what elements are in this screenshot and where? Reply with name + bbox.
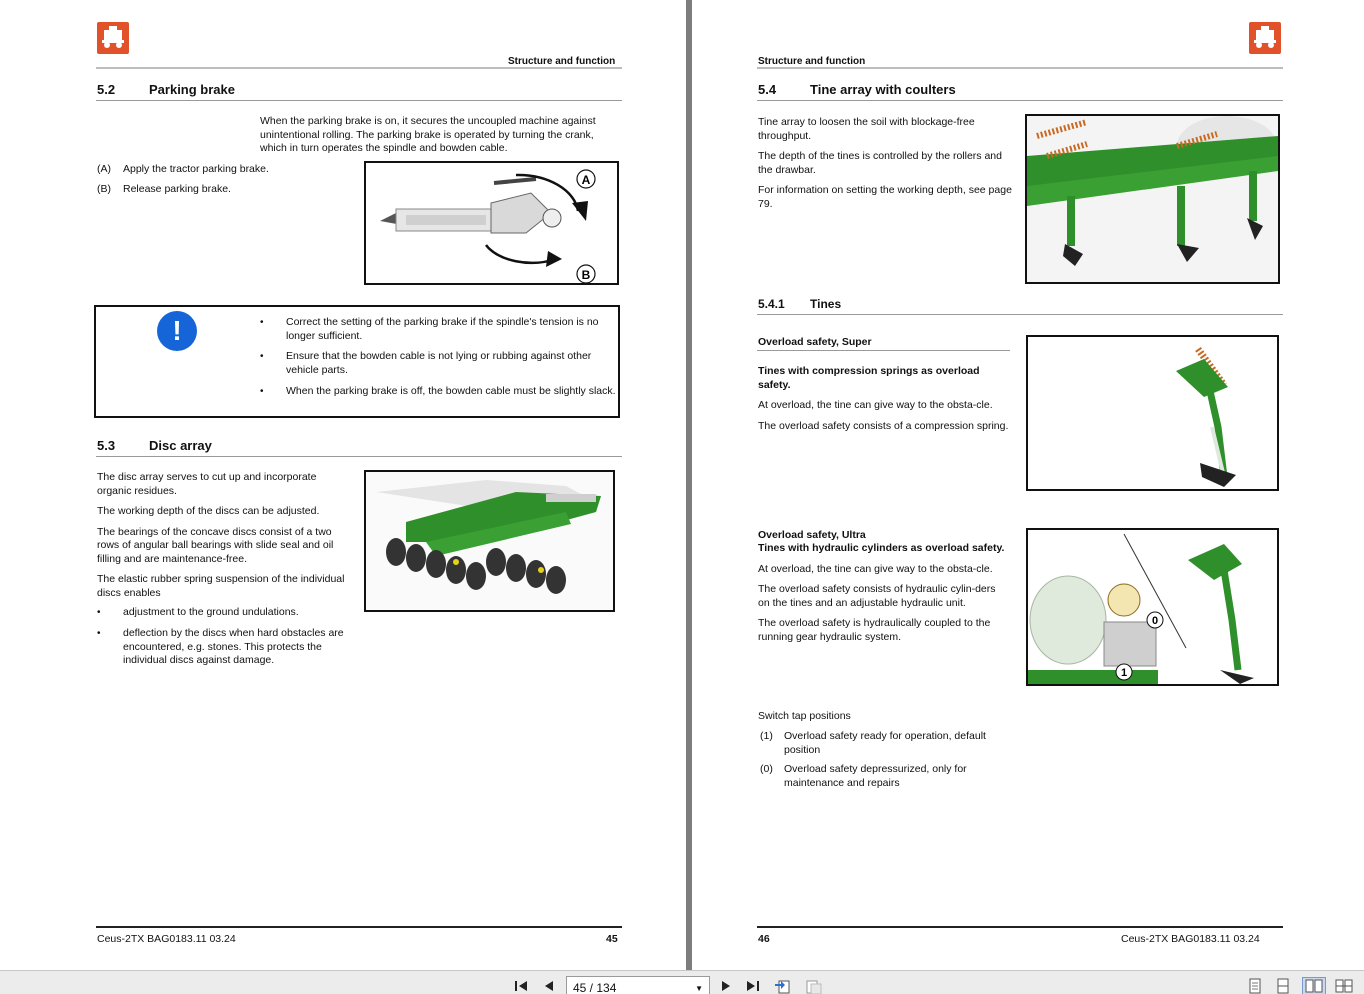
two-page-view-icon[interactable] <box>1302 977 1326 994</box>
section-rule <box>757 314 1283 315</box>
important-notice-icon: ! <box>157 311 197 351</box>
overload-super-heading: Overload safety, Super <box>758 336 872 348</box>
viewer-toolbar <box>0 970 1364 994</box>
figure-label-0: 0 <box>1151 615 1159 627</box>
overload-super-text: Tines with compression springs as overload safety. At overload, the tine can give way to the obsta-cle. The overload safety consists of a compression spring. <box>758 365 1009 432</box>
page-number: 45 <box>606 933 618 945</box>
single-page-view-icon[interactable] <box>1246 977 1264 994</box>
prev-page-icon[interactable] <box>541 977 557 994</box>
running-header: Structure and function <box>758 56 866 67</box>
parking-brake-figure <box>364 161 619 285</box>
header-rule <box>757 67 1283 69</box>
switch-tap-heading: Switch tap positions <box>758 710 851 722</box>
figure-label-b: B <box>581 268 591 282</box>
tine-array-figure <box>1025 114 1280 284</box>
section-5-4-heading: 5.4 Tine array with coulters <box>758 82 956 97</box>
section-rule <box>96 456 622 457</box>
section-5-2-heading: 5.2 Parking brake <box>97 82 235 97</box>
go-back-icon[interactable] <box>772 977 792 994</box>
page-number-input[interactable]: 45 / 134 ▼ <box>566 976 710 994</box>
switch-position-0: (0) Overload safety depressurized, only for maintenance and repairs <box>760 763 967 789</box>
notice-box: ! • Correct the setting of the parking brake if the spindle's tension is no longer sufficient. • Ensure that the bowden cable is not lying or rubbing against other vehicle parts. • When the parking brake is off, the bowden cable must be slightly slack. <box>94 305 620 418</box>
two-page-continuous-view-icon[interactable] <box>1332 977 1356 994</box>
step-b: (B) Release parking brake. <box>97 183 231 195</box>
step-a: (A) Apply the tractor parking brake. <box>97 163 269 175</box>
next-page-icon[interactable] <box>718 977 734 994</box>
ultra-tine-figure <box>1026 528 1279 686</box>
first-page-icon[interactable] <box>512 977 530 994</box>
disc-array-figure <box>364 470 615 612</box>
super-tine-figure <box>1026 335 1279 491</box>
tine-array-text: Tine array to loosen the soil with blockage-free throughput. The depth of the tines is controlled by the rollers and the drawbar. For information on setting the working depth, see page 79. <box>758 116 1012 210</box>
running-header: Structure and function <box>508 56 616 67</box>
page-45: Structure and function 5.2 Parking brake When the parking brake is on, it secures the uncoupled machine against unintentional rolling. The parking brake is operated by turning the crank, which in turn operates the spindle and bowden cable. (A) Apply the tractor parking brake. (B) Release parking brake. A B ! • Correct the setting of the parking brake if the spindle's tension is no longer sufficient. • Ensure that the bowden cable is not lying or rubbing against other vehicle parts. • When the parking brake is off, the bowden cable must be slightly slack. 5.3 Disc array The disc array serves to cut up and incorporate organic residues. The working depth of the discs can be adjusted. The bearings of the concave discs consist of a two rows of angular ball bearings with slide seal and oil filling and are maintenance-free. The elastic rubber spring suspension of the individual discs enables • adjustment to the ground undulations. • deflection by the discs when hard obstacles are encountered, e.g. stones. This protects the individual discs against damage. Ceus-2TX BAG0183.11 03.24 45 <box>0 0 686 970</box>
amazone-logo-icon <box>97 22 129 54</box>
overload-ultra-text: Tines with hydraulic cylinders as overload safety. At overload, the tine can give way to the obsta-cle. The overload safety consists of hydraulic cylin-ders on the tines and an adjustable hydraulic unit. The overload safety is hydraulically coupled to the running gear hydraulic system. <box>758 542 1005 643</box>
footer-doc-id: Ceus-2TX BAG0183.11 03.24 <box>1121 933 1260 945</box>
go-forward-icon[interactable] <box>804 977 824 994</box>
footer-rule <box>96 926 622 928</box>
page-number: 46 <box>758 933 770 945</box>
footer-rule <box>757 926 1283 928</box>
last-page-icon[interactable] <box>744 977 762 994</box>
page-46 <box>692 0 1364 970</box>
figure-label-1: 1 <box>1120 667 1128 679</box>
subheading-rule <box>757 350 1010 351</box>
disc-array-text: The disc array serves to cut up and incorporate organic residues. The working depth of the discs can be adjusted. The bearings of the concave discs consist of a two rows of angular ball bearings with slide seal and oil filling and are maintenance-free. The elastic rubber spring suspension of the individual discs enables <box>97 471 345 599</box>
switch-position-1: (1) Overload safety ready for operation, default position <box>760 730 986 756</box>
amazone-logo-icon <box>1249 22 1281 54</box>
parking-brake-intro: When the parking brake is on, it secures the uncoupled machine against unintentional rolling. The parking brake is operated by turning the crank, which in turn operates the spindle and bowden cable. <box>260 115 596 154</box>
section-rule <box>757 100 1283 101</box>
section-rule <box>96 100 622 101</box>
section-5-3-heading: 5.3 Disc array <box>97 438 212 453</box>
header-rule <box>96 67 622 69</box>
footer-doc-id: Ceus-2TX BAG0183.11 03.24 <box>97 933 236 945</box>
chevron-down-icon[interactable]: ▼ <box>695 984 703 993</box>
continuous-view-icon[interactable] <box>1274 977 1292 994</box>
overload-ultra-heading: Overload safety, Ultra <box>758 529 866 541</box>
section-5-4-1-heading: 5.4.1 Tines <box>758 297 842 311</box>
figure-label-a: A <box>581 173 591 187</box>
